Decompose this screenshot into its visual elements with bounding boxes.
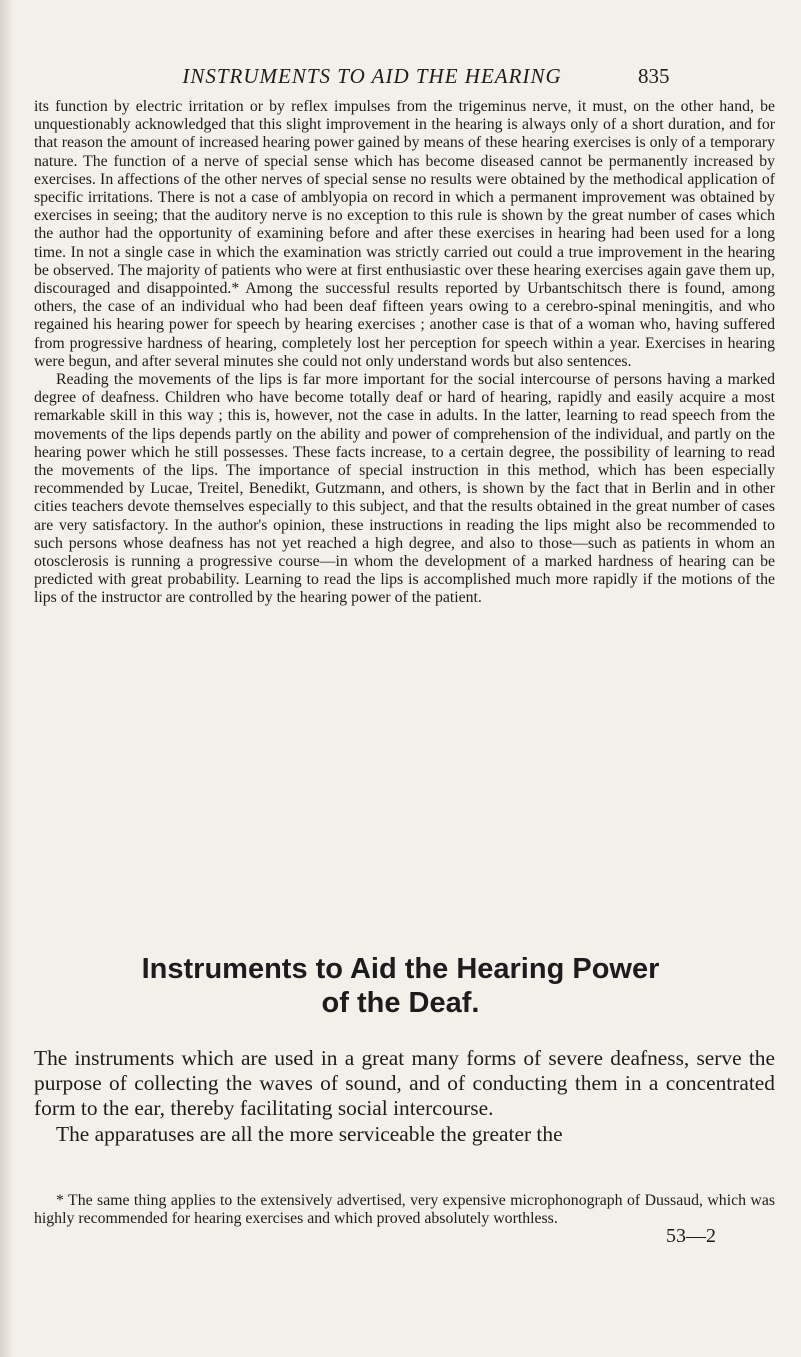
paragraph: its function by electric irritation or by reflex impulses from the trigeminus nerve, it must, on the other hand, be unquestionably acknowledged that this slight improvement in the hearing is always only of a short duration, and for that reason the amount of increased hearing power gained by means of these hearing exercises is only of a temporary nature. The function of a nerve of special sense which has become diseased cannot be permanently increased by exercises. In affections of the other nerves of special sense no results were obtained by the methodical application of specific irritations. There is not a case of amblyopia on record in which a permanent improvement was obtained by exercises in seeing; that the auditory nerve is no exception to this rule is shown by the great number of cases which the author had the opportunity of examining before and after these exercises in hearing had been used for a long time. In not a single case in which the examination was strictly carried out could a true improvement in the hearing be observed. The majority of patients who were at first enthusiastic over these hearing exercises again gave them up, discouraged and disappointed.* Among the successful results reported by Urbantschitsch there is found, among others, the case of an individual who had been deaf fifteen years owing to a cerebro-spinal meningitis, and who regained his hearing power for speech by hearing exercises ; another case is that of a woman who, having suffered from progressive hardness of hearing, completely lost her perception for speech within a year. Exercises in hearing were begun, and after several minutes she could not only understand words but also sentences. xyxy=(34,98,775,370)
paragraph: The apparatuses are all the more serviceable the greater the xyxy=(56,1121,563,1146)
paragraph: The instruments which are used in a great many forms of severe deafness, serve the purpose of collecting the waves of sound, and of conducting them in a concentrated form to the ear, thereby facilitating social intercourse. xyxy=(34,1046,775,1121)
paragraph: Reading the movements of the lips is far more important for the social intercourse of persons having a marked degree of deafness. Children who have become totally deaf or hard of hearing, rapidly and easily acquire a most remarkable skill in this way ; this is, however, not the case in adults. In the latter, learning to read speech from the movements of the lips depends partly on the ability and power of comprehension of the individual, and partly on the hearing power which he still possesses. These facts increase, to a certain degree, the possibility of learning to read the movements of the lips. The importance of special instruction in this method, which has been especially recommended by Lucae, Treitel, Benedikt, Gutzmann, and others, is shown by the fact that in Berlin and in other cities teachers devote themselves especially to this subject, and that the results obtained in the great number of cases are very satisfactory. In the author's opinion, these instructions in reading the lips might also be recommended to such persons whose deafness has not yet reached a high degree, and also to those—such as patients in whom an otosclerosis is running a progressive course—in whom the development of a marked hardness of hearing can be predicted with great probability. Learning to read the lips is accomplished much more rapidly if the motions of the lips of the instructor are controlled by the hearing power of the patient. xyxy=(34,371,775,607)
running-title: INSTRUMENTS TO AID THE HEARING xyxy=(182,64,562,88)
section-heading-line: of the Deaf. xyxy=(321,987,480,1019)
section-text xyxy=(34,1046,775,1147)
footnote: * The same thing applies to the extensively advertised, very expensive microphonograph of Dussaud, which was highly recommended for hearing exercises and which proved absolutely worthless. xyxy=(34,1192,775,1228)
section-heading-line: Instruments to Aid the Hearing Power xyxy=(141,953,660,985)
page-number: 835 xyxy=(638,64,670,88)
page-edge-shadow xyxy=(0,0,14,1357)
signature-mark: 53—2 xyxy=(666,1225,716,1247)
body-text xyxy=(34,98,775,608)
section-heading xyxy=(30,952,771,1020)
